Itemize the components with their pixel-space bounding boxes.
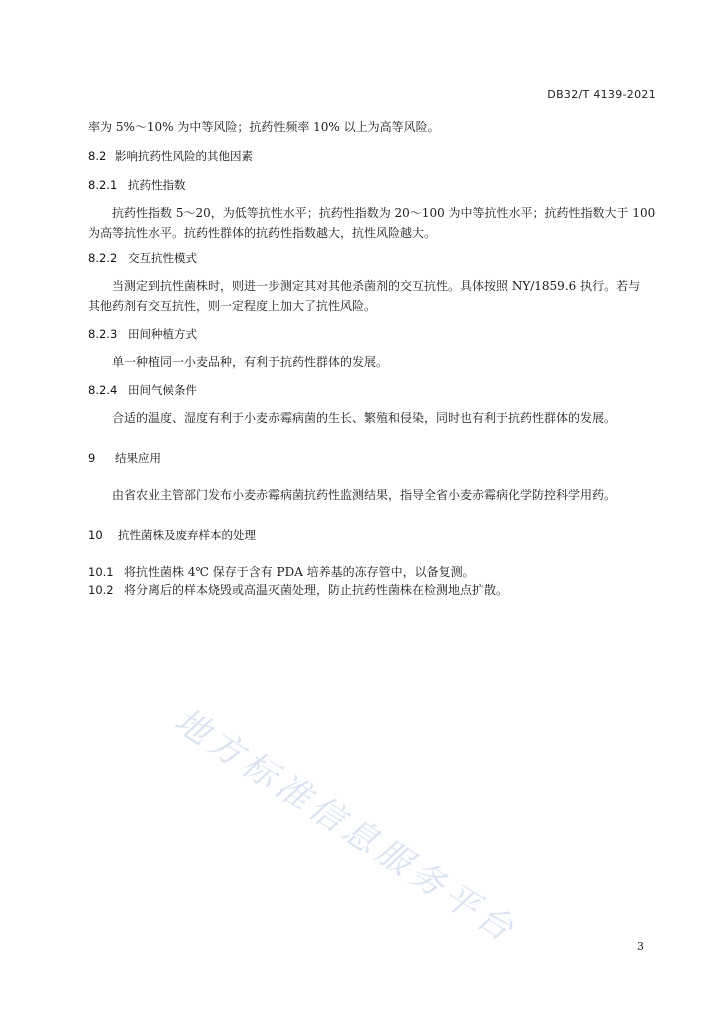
paragraph-line: 为高等抗性水平。抗药性群体的抗药性指数越大，抗性风险越大。 (88, 226, 437, 240)
section-8-2-1-heading (88, 175, 658, 195)
page-number: 3 (637, 940, 644, 953)
list-item-text: 将抗性菌株 4℃ 保存于含有 PDA 培养基的冻存管中，以备复测。 (124, 565, 475, 579)
section-9-paragraph: 由省农业主管部门发布小麦赤霉病菌抗药性监测结果，指导全省小麦赤霉病化学防控科学用药。 (112, 488, 617, 502)
section-8-2-heading (88, 146, 658, 166)
list-item-number: 10.2 (88, 583, 114, 597)
section-8-2-2-paragraph (88, 276, 658, 316)
paragraph-line: 抗药性指数 5～20，为低等抗性水平；抗药性指数为 20～100 为中等抗性水平；抗药性指数大于 100 (112, 206, 656, 220)
list-item-10-2 (88, 580, 508, 600)
continued-paragraph: 率为 5%～10% 为中等风险；抗药性频率 10% 以上为高等风险。 (88, 120, 440, 134)
section-9-heading (88, 448, 658, 468)
section-title: 抗性菌株及废弃样本的处理 (118, 528, 256, 542)
watermark: 地方标准信息服务平台 (167, 700, 525, 953)
section-title: 影响抗药性风险的其他因素 (115, 149, 253, 163)
standard-code: DB32/T 4139-2021 (547, 88, 656, 101)
section-title: 田间种植方式 (128, 327, 197, 341)
section-8-2-1-paragraph (88, 203, 658, 243)
section-number: 8.2.2 (88, 251, 118, 265)
section-8-2-4-heading (88, 380, 658, 400)
section-8-2-4-paragraph: 合适的温度、湿度有利于小麦赤霉病菌的生长、繁殖和侵染，同时也有利于抗药性群体的发展。 (112, 411, 617, 425)
section-title: 结果应用 (115, 451, 161, 465)
section-number: 10 (88, 528, 103, 542)
section-title: 交互抗性模式 (128, 251, 197, 265)
section-number: 8.2.1 (88, 178, 118, 192)
list-item-10-1 (88, 562, 475, 582)
section-number: 9 (88, 451, 96, 465)
section-8-2-3-heading (88, 324, 658, 344)
section-number: 8.2 (88, 149, 107, 163)
section-title: 田间气候条件 (128, 383, 197, 397)
section-number: 8.2.3 (88, 327, 118, 341)
section-title: 抗药性指数 (128, 178, 186, 192)
section-10-heading (88, 525, 658, 545)
section-8-2-2-heading (88, 248, 658, 268)
paragraph-line: 其他药剂有交互抗性，则一定程度上加大了抗性风险。 (88, 299, 377, 313)
section-number: 8.2.4 (88, 383, 118, 397)
list-item-text: 将分离后的样本烧毁或高温灭菌处理，防止抗药性菌株在检测地点扩散。 (124, 583, 509, 597)
section-8-2-3-paragraph: 单一种植同一小麦品种，有利于抗药性群体的发展。 (112, 355, 389, 369)
paragraph-line: 当测定到抗性菌株时，则进一步测定其对其他杀菌剂的交互抗性。具体按照 NY/1859.6 执行。若与 (112, 279, 641, 293)
list-item-number: 10.1 (88, 565, 114, 579)
